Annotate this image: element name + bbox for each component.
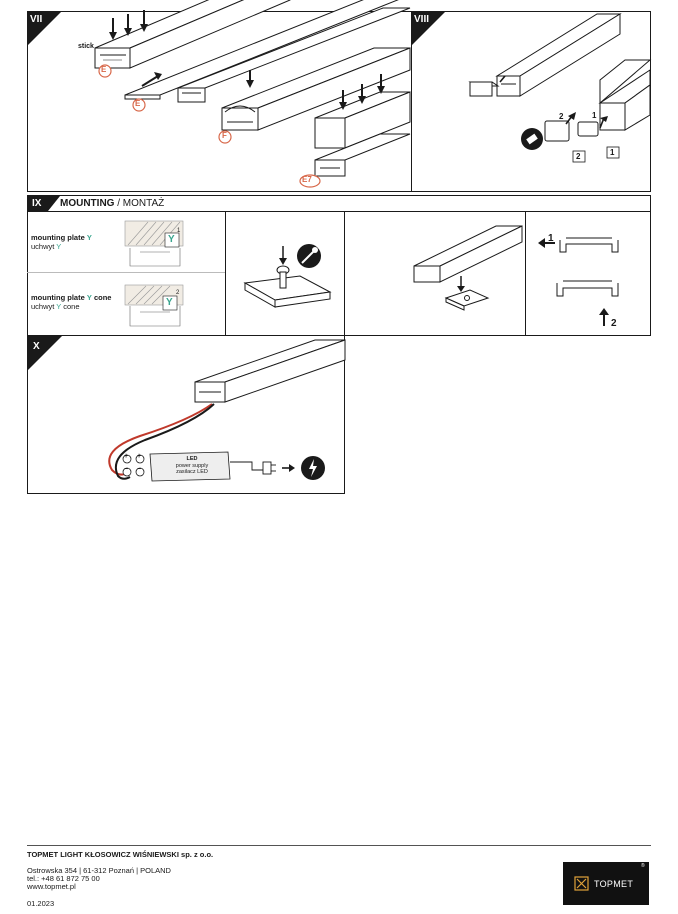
section-number-x: X bbox=[33, 341, 40, 352]
vii-marker-e1: E bbox=[101, 65, 107, 74]
x-psu-label bbox=[158, 456, 226, 476]
viii-profile-right bbox=[600, 60, 650, 130]
ix-plate-y-cone-label bbox=[31, 293, 111, 311]
ix-plate-y-cone-en: mounting plate bbox=[31, 293, 85, 302]
ix-removal-step-1: 1 bbox=[548, 233, 554, 244]
ix-removal-profiles bbox=[557, 238, 618, 296]
ix-plate-y-cone-pl-suffix: cone bbox=[63, 302, 80, 311]
ix-screwdriver-badge bbox=[297, 244, 321, 268]
x-minus-sign-right: − bbox=[137, 466, 142, 473]
x-plus-sign-left: + bbox=[124, 453, 129, 460]
viii-step-2-box: 2 bbox=[576, 152, 581, 161]
ix-section-title bbox=[60, 198, 164, 209]
ix-plate-y-cone-en-y: Y bbox=[86, 293, 92, 302]
section-number-ix: IX bbox=[32, 198, 42, 209]
ix-badge-y1-exp: 1 bbox=[177, 228, 181, 234]
vii-marker-f: F bbox=[222, 131, 227, 140]
ix-badge-y1-letter: Y bbox=[168, 234, 175, 245]
panel-vii-border bbox=[28, 12, 412, 192]
viii-step-1-box: 1 bbox=[610, 148, 615, 157]
footer-website[interactable]: www.topmet.pl bbox=[27, 882, 76, 891]
ix-plate-y-cone-pl: uchwyt bbox=[31, 302, 55, 311]
footer-date: 01.2023 bbox=[27, 899, 55, 908]
viii-end-cap-left bbox=[470, 82, 498, 96]
footer-phone: tel.: +48 61 872 75 00 bbox=[27, 874, 100, 883]
vii-stick-label: stick bbox=[78, 43, 94, 50]
ix-plate-y-en-y: Y bbox=[86, 233, 92, 242]
vii-marker-e7: E7 bbox=[302, 175, 312, 184]
ix-plate-y-cone-en-suffix: cone bbox=[93, 293, 112, 302]
ix-badge-y2-letter: Y bbox=[166, 297, 173, 308]
x-psu-line-1: LED bbox=[186, 456, 198, 462]
viii-step-1-arrow: 1 bbox=[592, 111, 597, 120]
x-psu-line-2: power supply bbox=[175, 462, 209, 469]
ix-plate-y-pl: uchwyt bbox=[31, 242, 55, 251]
ix-plate-y-label bbox=[31, 233, 92, 251]
ix-profile-on-plate bbox=[414, 226, 522, 310]
ix-plate-y-pl-y: Y bbox=[56, 242, 62, 251]
ix-badge-y2-exp: 2 bbox=[176, 290, 180, 296]
x-plus-sign-right: + bbox=[137, 453, 142, 460]
vii-marker-e2: E bbox=[135, 99, 141, 108]
x-socket-badge bbox=[301, 456, 325, 480]
footer-address: Ostrowska 354 | 61-312 Poznań | POLAND bbox=[27, 866, 171, 875]
viii-end-caps bbox=[545, 121, 598, 141]
x-profile bbox=[195, 340, 345, 402]
logo-registered-mark: ® bbox=[641, 863, 645, 869]
section-number-viii: VIII bbox=[414, 14, 430, 25]
viii-tool-badge bbox=[521, 128, 543, 150]
ix-plate-y-cone-pl-y: Y bbox=[56, 302, 62, 311]
ix-removal-step-2: 2 bbox=[611, 318, 617, 329]
panel-ix-border bbox=[28, 196, 651, 336]
topmet-logo bbox=[563, 862, 649, 905]
viii-step-2-arrow: 2 bbox=[559, 112, 564, 121]
ix-title-bold: MOUNTING bbox=[60, 198, 115, 209]
footer-company-name: TOPMET LIGHT KŁOSOWICZ WIŚNIEWSKI sp. z o.o. bbox=[27, 850, 214, 859]
logo-text: TOPMET bbox=[594, 879, 634, 889]
vii-profile-e7 bbox=[315, 92, 410, 176]
x-minus-sign-left: − bbox=[124, 466, 129, 473]
ix-title-rest: / MONTAŻ bbox=[117, 198, 165, 209]
x-plug-cable bbox=[230, 462, 276, 474]
section-number-vii: VII bbox=[30, 14, 43, 25]
x-psu-line-3: zasilacz LED bbox=[176, 469, 208, 475]
ix-plate-y-en: mounting plate bbox=[31, 233, 85, 242]
